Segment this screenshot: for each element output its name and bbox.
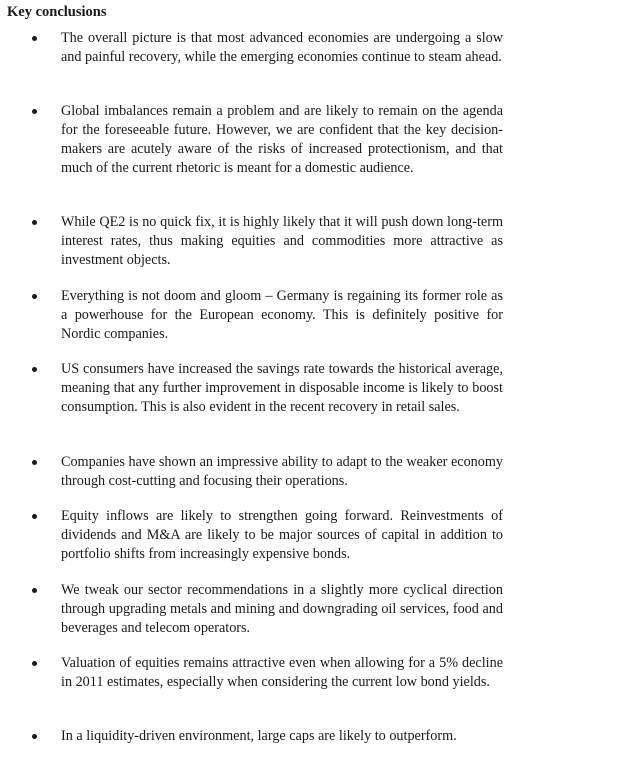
bullet-text: In a liquidity-driven environment, large caps are likely to outperform. bbox=[61, 728, 457, 744]
bullet-icon bbox=[32, 588, 37, 593]
bullet-icon bbox=[32, 514, 37, 519]
bullet-icon bbox=[32, 661, 37, 666]
bullet-icon bbox=[32, 460, 37, 465]
bullet-icon bbox=[32, 367, 37, 372]
bullet-icon bbox=[32, 734, 37, 739]
bullet-text: Equity inflows are likely to strengthen going forward. Reinvestments of dividends and M&A are likely to be major sources of capital in addition to portfolio shifts from increasingly expensive bonds. bbox=[61, 508, 503, 562]
bullet-text: US consumers have increased the savings rate towards the historical average, meaning that any further improvement in disposable income is likely to boost consumption. This is also evident in the recent recovery in retail sales. bbox=[61, 361, 503, 415]
bullet-text: Global imbalances remain a problem and are likely to remain on the agenda for the foreseeable future. However, we are confident that the key decision-makers are acutely aware of the risks of increased protectionism, and that much of the current rhetoric is meant for a domestic audience. bbox=[61, 103, 503, 176]
bullet-icon bbox=[32, 220, 37, 225]
bullet-text: We tweak our sector recommendations in a slightly more cyclical direction through upgrading metals and mining and downgrading oil services, food and beverages and telecom operators. bbox=[61, 582, 503, 636]
bullet-icon bbox=[32, 36, 37, 41]
bullet-text: Valuation of equities remains attractive even when allowing for a 5% decline in 2011 estimates, especially when considering the current low bond yields. bbox=[61, 655, 503, 690]
section-heading: Key conclusions bbox=[7, 4, 107, 20]
bullet-icon bbox=[32, 109, 37, 114]
bullet-icon bbox=[32, 294, 37, 299]
bullet-text: Everything is not doom and gloom – Germany is regaining its former role as a powerhouse for the European economy. This is definitely positive for Nordic companies. bbox=[61, 288, 503, 342]
bullet-text: Companies have shown an impressive ability to adapt to the weaker economy through cost-cutting and focusing their operations. bbox=[61, 454, 503, 489]
bullet-text: The overall picture is that most advanced economies are undergoing a slow and painful recovery, while the emerging economies continue to steam ahead. bbox=[61, 30, 503, 65]
bullet-text: While QE2 is no quick fix, it is highly likely that it will push down long-term interest rates, thus making equities and commodities more attractive as investment objects. bbox=[61, 214, 503, 268]
